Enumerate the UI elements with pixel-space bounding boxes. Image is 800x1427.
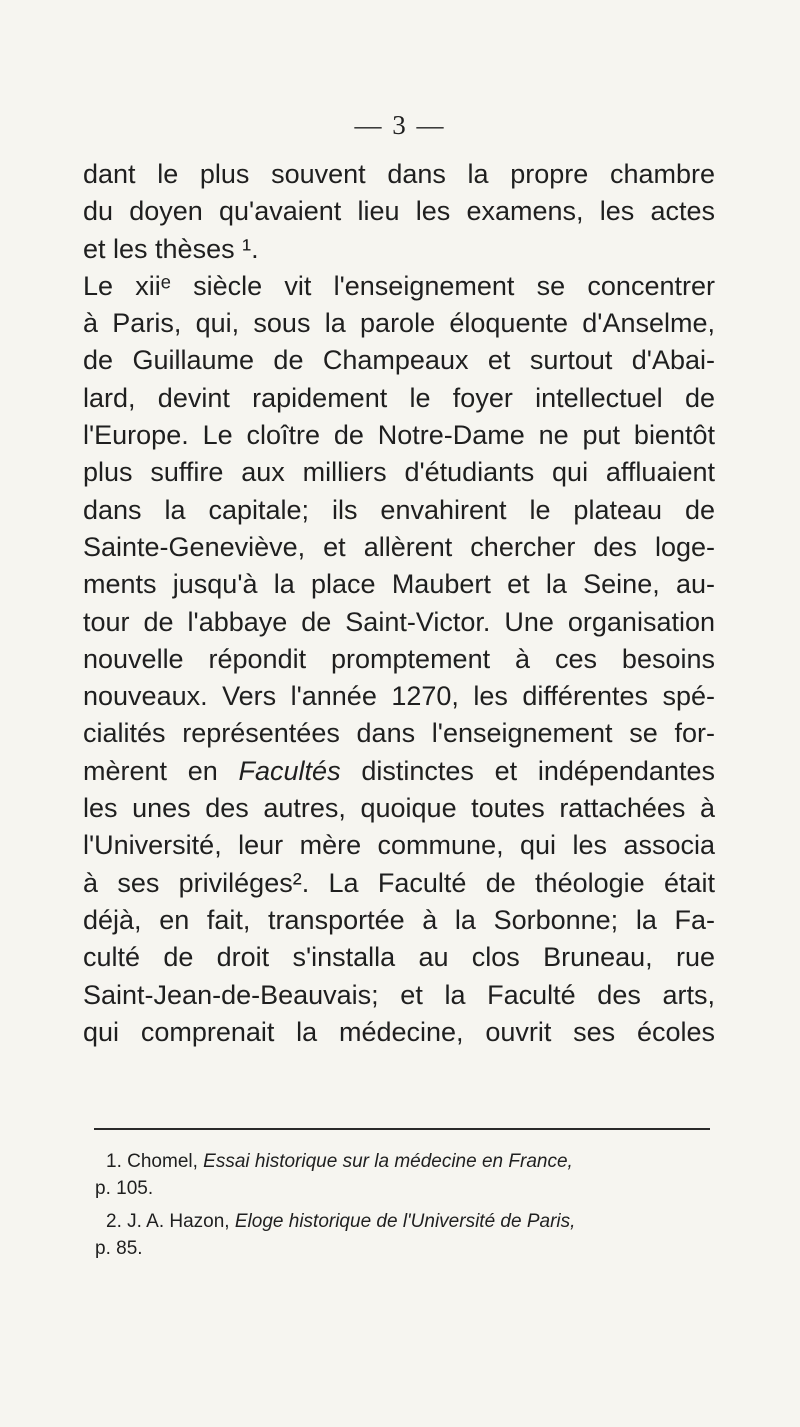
text-line: dans la capitale; ils envahirent le plateau de (83, 494, 715, 525)
text-line: Sainte-Geneviève, et allèrent chercher des loge- (83, 531, 715, 562)
text-line: dant le plus souvent dans la propre chambre (83, 159, 715, 189)
text-line: tour de l'abbaye de Saint-Victor. Une organisation (83, 606, 715, 637)
text-line (83, 753, 715, 790)
text-line: Saint-Jean-de-Beauvais; et la Faculté des arts, (83, 979, 715, 1010)
footnote-page: p. 85. (95, 1238, 143, 1259)
text-line: culté de droit s'installa au clos Bruneau, rue (83, 942, 715, 973)
text-line: l'Europe. Le cloître de Notre-Dame ne put bientôt (83, 420, 715, 451)
text-line: lard, devint rapidement le foyer intellectuel de (83, 382, 715, 413)
footnote-2 (95, 1208, 709, 1262)
text-line: qui comprenait la médecine, ouvrit ses écoles (83, 1016, 715, 1047)
main-text (83, 156, 715, 1051)
footnote-page: p. 105. (95, 1178, 154, 1199)
text-line: l'Université, leur mère commune, qui les associa (83, 830, 715, 861)
footnote-title: Eloge historique de l'Université de Paris, (234, 1211, 576, 1232)
footnote-line (95, 1148, 709, 1175)
text-line: à ses priviléges². La Faculté de théologie était (83, 867, 715, 898)
page-number: — 3 — (354, 110, 446, 140)
text-line: cialités représentées dans l'enseignement se for- (83, 718, 715, 749)
text-segment: mèrent en (83, 755, 218, 786)
text-line: plus suffire aux milliers d'étudiants qui affluaient (83, 457, 715, 488)
footnote-number: 2. (106, 1211, 122, 1232)
text-segment: distinctes et indépendantes (361, 755, 715, 786)
footnote-author: J. A. Hazon, (127, 1211, 230, 1232)
text-line: nouveaux. Vers l'année 1270, les différentes spé- (83, 681, 715, 712)
text-line: et les thèses ¹. (83, 233, 259, 264)
footnote-divider (94, 1128, 710, 1130)
footnote-line (95, 1208, 709, 1235)
text-line: de Guillaume de Champeaux et surtout d'Abai- (83, 345, 715, 376)
text-line: nouvelle répondit promptement à ces besoins (83, 643, 715, 674)
footnote-number: 1. (106, 1151, 122, 1172)
footnote-author: Chomel, (127, 1151, 198, 1172)
text-line: les unes des autres, quoique toutes rattachées à (83, 793, 715, 824)
text-line: à Paris, qui, sous la parole éloquente d'Anselme, (83, 308, 715, 339)
text-line: Le xiiᵉ siècle vit l'enseignement se concentrer (83, 270, 715, 301)
italic-term-facultes: Facultés (238, 755, 341, 786)
text-line: ments jusqu'à la place Maubert et la Seine, au- (83, 569, 715, 600)
text-line: du doyen qu'avaient lieu les examens, les actes (83, 196, 715, 227)
footnote-1 (95, 1148, 709, 1202)
text-line: déjà, en fait, transportée à la Sorbonne; la Fa- (83, 904, 715, 935)
footnote-title: Essai historique sur la médecine en France, (203, 1151, 573, 1172)
footnotes (95, 1148, 709, 1268)
